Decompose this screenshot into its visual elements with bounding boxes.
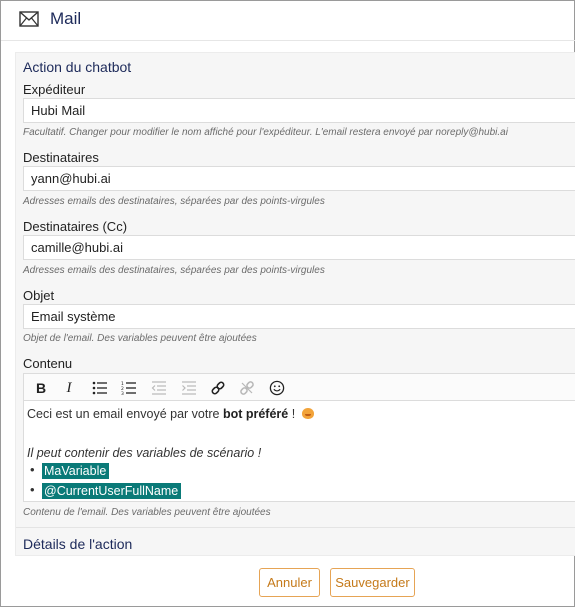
- link-icon[interactable]: [208, 378, 228, 398]
- numbered-list-icon[interactable]: [119, 378, 139, 398]
- section-title: Action du chatbot: [23, 59, 132, 75]
- dialog-header: [1, 1, 575, 41]
- content-bold-text: bot préféré: [222, 407, 289, 421]
- recipients-label: Destinataires: [23, 150, 99, 165]
- dialog-title: Mail: [50, 9, 82, 28]
- content-label: Contenu: [23, 356, 73, 371]
- cc-help: Adresses emails des destinataires, séparées par des points-virgules: [23, 265, 325, 276]
- list-bullet: •: [30, 482, 35, 497]
- recipients-input[interactable]: yann@hubi.ai: [23, 166, 575, 191]
- sender-help: Facultatif. Changer pour modifier le nom affiché pour l'expéditeur. L'email restera envoyé par noreply@hubi.ai: [23, 127, 508, 138]
- details-section-toggle[interactable]: Détails de l'action: [23, 536, 133, 552]
- subject-input[interactable]: Email système: [23, 304, 575, 329]
- svg-text:3: 3: [121, 392, 124, 395]
- envelope-icon: [19, 11, 39, 29]
- content-text-end: !: [288, 407, 299, 421]
- cc-label: Destinataires (Cc): [23, 219, 128, 234]
- content-text: Ceci est un email envoyé par votre: [27, 407, 223, 421]
- svg-text:1: 1: [121, 382, 124, 387]
- emoji-icon[interactable]: [267, 378, 287, 398]
- outdent-icon[interactable]: [149, 378, 169, 398]
- content-line-1: [27, 407, 314, 421]
- content-editor[interactable]: [23, 401, 575, 502]
- subject-label: Objet: [23, 288, 55, 303]
- sender-input[interactable]: Hubi Mail: [23, 98, 575, 123]
- italic-icon[interactable]: I: [66, 379, 72, 396]
- divider: [16, 527, 575, 528]
- cancel-button[interactable]: Annuler: [259, 568, 320, 597]
- list-bullet: •: [30, 462, 35, 477]
- indent-icon[interactable]: [179, 378, 199, 398]
- sender-label: Expéditeur: [23, 82, 86, 97]
- variable-tag[interactable]: MaVariable: [42, 463, 109, 479]
- content-help: Contenu de l'email. Des variables peuvent être ajoutées: [23, 507, 271, 518]
- variable-tag[interactable]: @CurrentUserFullName: [42, 483, 181, 499]
- unlink-icon[interactable]: [237, 378, 257, 398]
- svg-text:2: 2: [121, 387, 124, 392]
- chatbot-action-panel: [15, 52, 575, 556]
- cc-input[interactable]: camille@hubi.ai: [23, 235, 575, 260]
- editor-toolbar: [23, 373, 575, 401]
- save-button[interactable]: Sauvegarder: [330, 568, 415, 597]
- bullet-list-icon[interactable]: [90, 378, 110, 398]
- hugging-face-emoji-icon: [302, 408, 314, 419]
- subject-help: Objet de l'email. Des variables peuvent être ajoutées: [23, 333, 257, 344]
- bold-icon[interactable]: B: [35, 380, 47, 396]
- content-line-2: Il peut contenir des variables de scénario !: [27, 446, 262, 460]
- recipients-help: Adresses emails des destinataires, séparées par des points-virgules: [23, 196, 325, 207]
